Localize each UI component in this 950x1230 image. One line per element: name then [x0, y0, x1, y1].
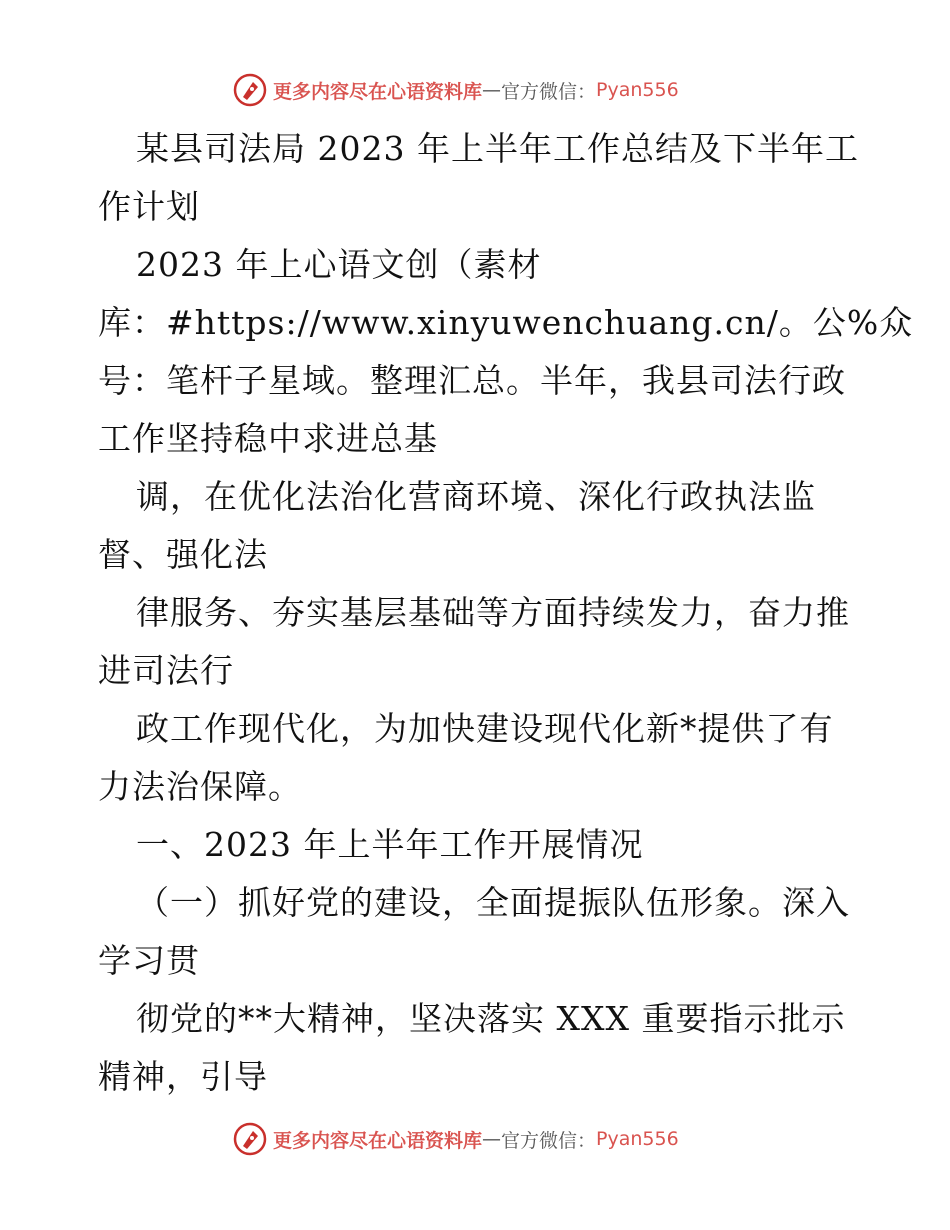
paragraph-line: 力法治保障。 — [98, 767, 302, 806]
footer-banner — [233, 1121, 679, 1157]
section-heading: 一、2023 年上半年工作开展情况 — [136, 825, 644, 864]
paragraph-line: 律服务、夯实基层基础等方面持续发力，奋力推 — [136, 593, 850, 632]
paragraph-line: 库：#https://www.xinyuwenchuang.cn/。公%众 — [98, 303, 914, 342]
paragraph-line: 工作坚持稳中求进总基 — [98, 419, 438, 458]
paragraph-line: 彻党的**大精神，坚决落实 XXX 重要指示批示 — [136, 999, 846, 1038]
banner-official-label: 官方微信： — [501, 1129, 597, 1152]
paragraph-line: 学习贯 — [98, 941, 200, 980]
banner-dash: — — [482, 79, 502, 101]
header-banner — [233, 72, 679, 108]
paragraph-line: 号：笔杆子星域。整理汇总。半年，我县司法行政 — [98, 361, 846, 400]
subsection-heading: （一）抓好党的建设，全面提振队伍形象。深入 — [136, 883, 850, 922]
banner-wechat-id: Pyan556 — [596, 79, 679, 101]
paragraph-line: 进司法行 — [98, 651, 234, 690]
paragraph-line: 督、强化法 — [98, 535, 268, 574]
pen-nib-logo-icon — [233, 73, 267, 107]
pen-nib-logo-icon — [233, 1122, 267, 1156]
paragraph-line: 精神，引导 — [98, 1057, 268, 1096]
banner-main-text: 更多内容尽在心语资料库 — [273, 80, 483, 103]
paragraph-line: 调，在优化法治化营商环境、深化行政执法监 — [136, 477, 816, 516]
document-body — [98, 120, 914, 1106]
banner-wechat-id: Pyan556 — [596, 1128, 679, 1150]
document-title-line-1: 某县司法局 2023 年上半年工作总结及下半年工 — [136, 129, 859, 168]
banner-dash: — — [482, 1128, 502, 1150]
banner-official-label: 官方微信： — [501, 80, 597, 103]
banner-main-text: 更多内容尽在心语资料库 — [273, 1129, 483, 1152]
document-title-line-2: 作计划 — [98, 187, 200, 226]
paragraph-line: 政工作现代化，为加快建设现代化新*提供了有 — [136, 709, 834, 748]
paragraph-line: 2023 年上心语文创（素材 — [136, 245, 542, 284]
